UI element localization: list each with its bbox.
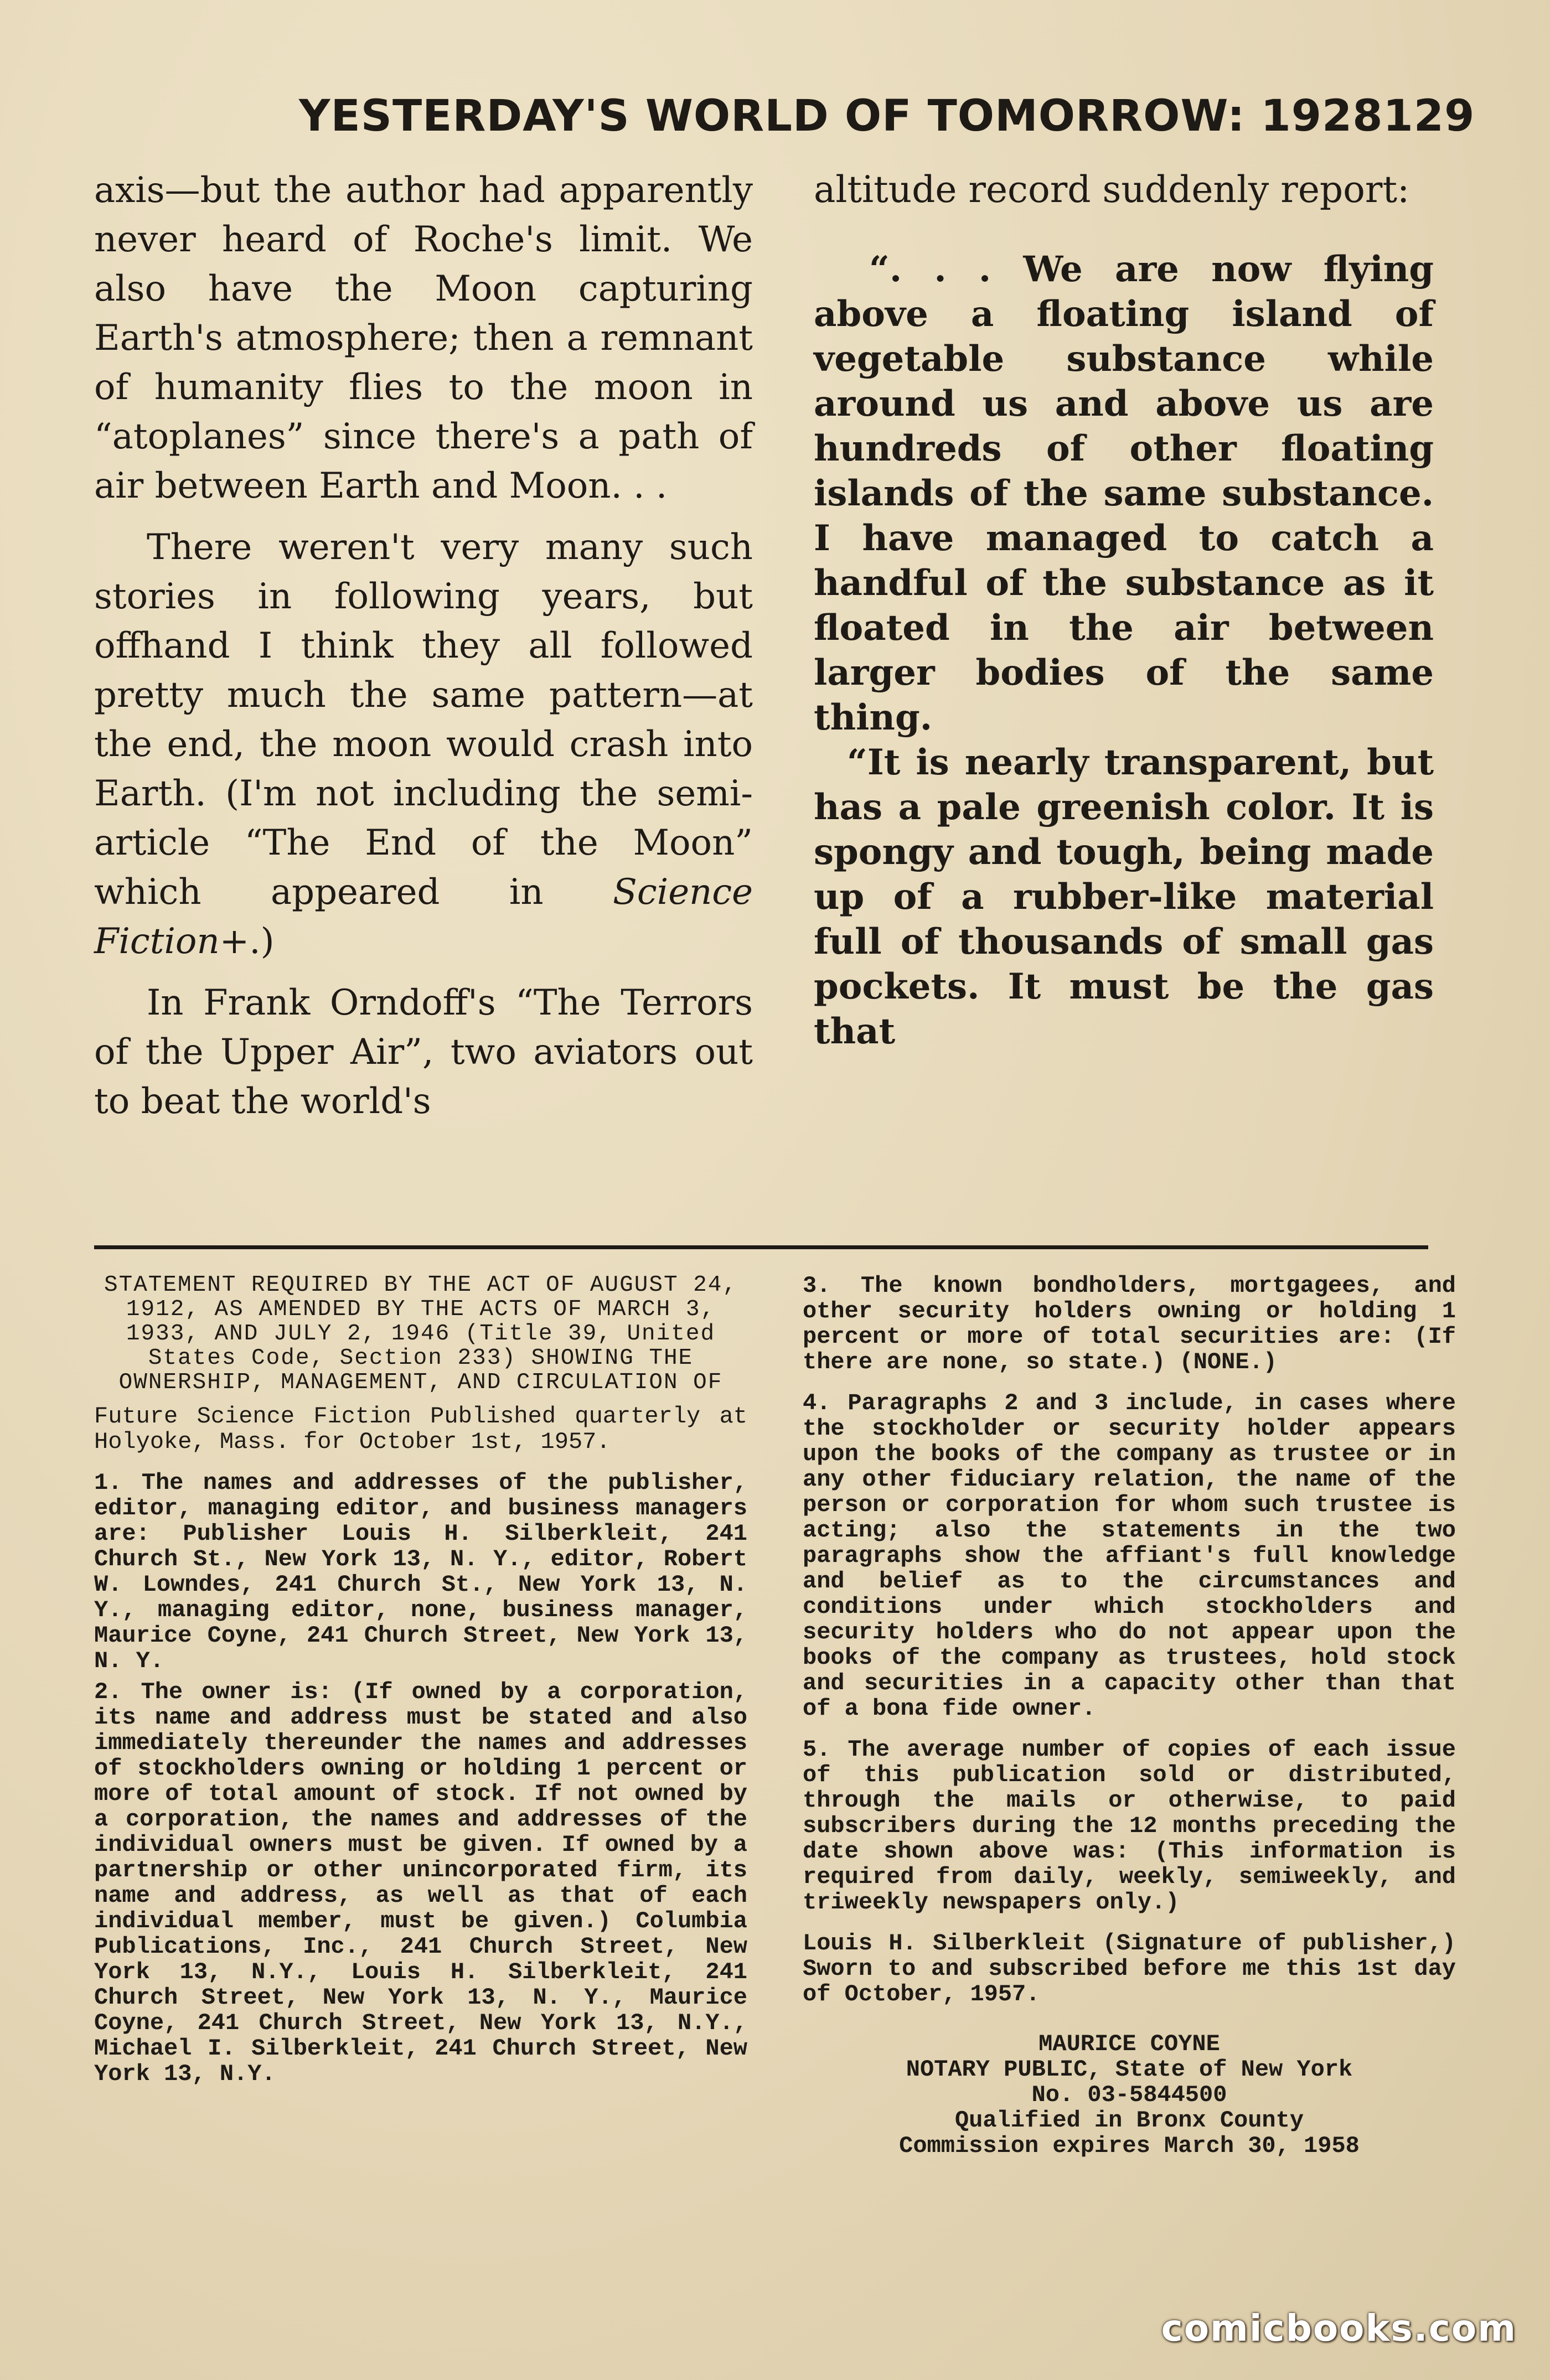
notary-block — [803, 2031, 1456, 2159]
statement-subheading: Future Science Fiction Published quarterly at Holyoke, Mass. for October 1st, 1957. — [94, 1403, 747, 1455]
statement-item-5: 5. The average number of copies of each issue of this publication sold or distributed, through the mails or otherwise, to paid subscribers during the 12 months preceding the date shown above was: (This information is required from daily, weekly, semiweekly, and triweekly newspapers only.) — [803, 1736, 1456, 1916]
notary-line: Qualified in Bronx County — [954, 2107, 1304, 2134]
site-watermark: comicbooks.com — [1161, 2307, 1517, 2350]
notary-line: No. 03-5844500 — [1031, 2082, 1227, 2108]
running-title: YESTERDAY'S WORLD OF TOMORROW: 1928 — [299, 91, 1383, 141]
article-left-column — [94, 166, 753, 1240]
running-header — [299, 83, 1475, 149]
statement-item-3: 3. The known bondholders, mortgagees, and other security holders owning or holding 1 percent or more of total securities are: (If there are none, so state.) (NONE.) — [803, 1272, 1456, 1375]
statement-item-1: 1. The names and addresses of the publisher, editor, managing editor, and business managers are: Publisher Louis H. Silberkleit, 241 Church St., New York 13, N. Y., editor, Robert W. Lowndes, 241 Church St., New York 13, N. Y., managing editor, none, business manager, Maurice Coyne, 241 Church Street, New York 13, N. Y. — [94, 1470, 747, 1674]
signature-line: Louis H. Silberkleit (Signature of publisher,) Sworn to and subscribed before me this 1st day of October, 1957. — [803, 1930, 1456, 2008]
statement-item-4: 4. Paragraphs 2 and 3 include, in cases where the stockholder or security holder appears upon the books of the company as trustee or in any other fiduciary relation, the name of the person or corporation for whom such trustee is acting; also the statements in the two paragraphs show the affiant's full knowledge and belief as to the circumstances and conditions under which stockholders and security holders who do not appear upon the books of the company as trustees, hold stock and securities in a capacity other than that of a bona fide owner. — [803, 1390, 1456, 1722]
ownership-statement — [94, 1273, 1456, 2286]
statement-left-column — [94, 1273, 747, 2286]
quoted-passage: “. . . We are now flying above a floating island of vegetable substance while around us and above us are hundreds of other floating islands of the same substance. I have managed to catch a handful of the substance as it floated in the air between larger bodies of the same thing. — [814, 249, 1434, 738]
article-text: There weren't very many such stories in following years, but offhand I think they all followed pretty much the same pattern—at the end, the moon would crash into Earth. (I'm not including the semi-article “The End of the Moon” which appeared in — [94, 527, 753, 913]
article-text: .) — [249, 921, 275, 962]
notary-line: MAURICE COYNE — [1038, 2031, 1220, 2057]
statement-right-column — [803, 1273, 1456, 2286]
quoted-passage: “It is nearly transparent, but has a pale greenish color. It is spongy and tough, being made up of a rubber-like material full of thousands of small gas pockets. It must be the gas that — [814, 742, 1434, 1052]
section-divider — [94, 1245, 1428, 1249]
article-body — [94, 166, 1434, 1240]
notary-line: Commission expires March 30, 1958 — [899, 2133, 1360, 2159]
statement-heading: STATEMENT REQUIRED BY THE ACT OF AUGUST 24, 1912, AS AMENDED BY THE ACTS OF MARCH 3, 1933, AND JULY 2, 1946 (Title 39, United States Code, Section 233) SHOWING THE OWNERSHIP, MANAGEMENT, AND CIRCULATION OF — [104, 1272, 737, 1395]
article-paragraph — [94, 523, 753, 966]
article-paragraph: axis—but the author had apparently never heard of Roche's limit. We also have the Moon capturing Earth's atmosphere; then a remnant of humanity flies to the moon in “atoplanes” since there's a path of air between Earth and Moon. . . — [94, 170, 753, 506]
article-paragraph: In Frank Orndoff's “The Terrors of the Upper Air”, two aviators out to beat the world's — [94, 982, 753, 1122]
article-paragraph: altitude record suddenly report: — [814, 168, 1410, 211]
magazine-title: Science Fiction+ — [94, 872, 753, 962]
notary-line: NOTARY PUBLIC, State of New York — [906, 2056, 1353, 2083]
article-right-column — [814, 166, 1434, 1240]
page-number: 129 — [1383, 91, 1475, 141]
statement-item-2: 2. The owner is: (If owned by a corporation, its name and address must be stated and also immediately thereunder the names and addresses of stockholders owning or holding 1 percent or more of total amount of stock. If not owned by a corporation, the names and addresses of the individual owners must be given. If owned by a partnership or other unincorporated firm, its name and address, as well as that of each individual member, must be given.) Columbia Publications, Inc., 241 Church Street, New York 13, N.Y., Louis H. Silberkleit, 241 Church Street, New York 13, N. Y., Maurice Coyne, 241 Church Street, New York 13, N.Y., Michael I. Silberkleit, 241 Church Street, New York 13, N.Y. — [94, 1679, 747, 2087]
